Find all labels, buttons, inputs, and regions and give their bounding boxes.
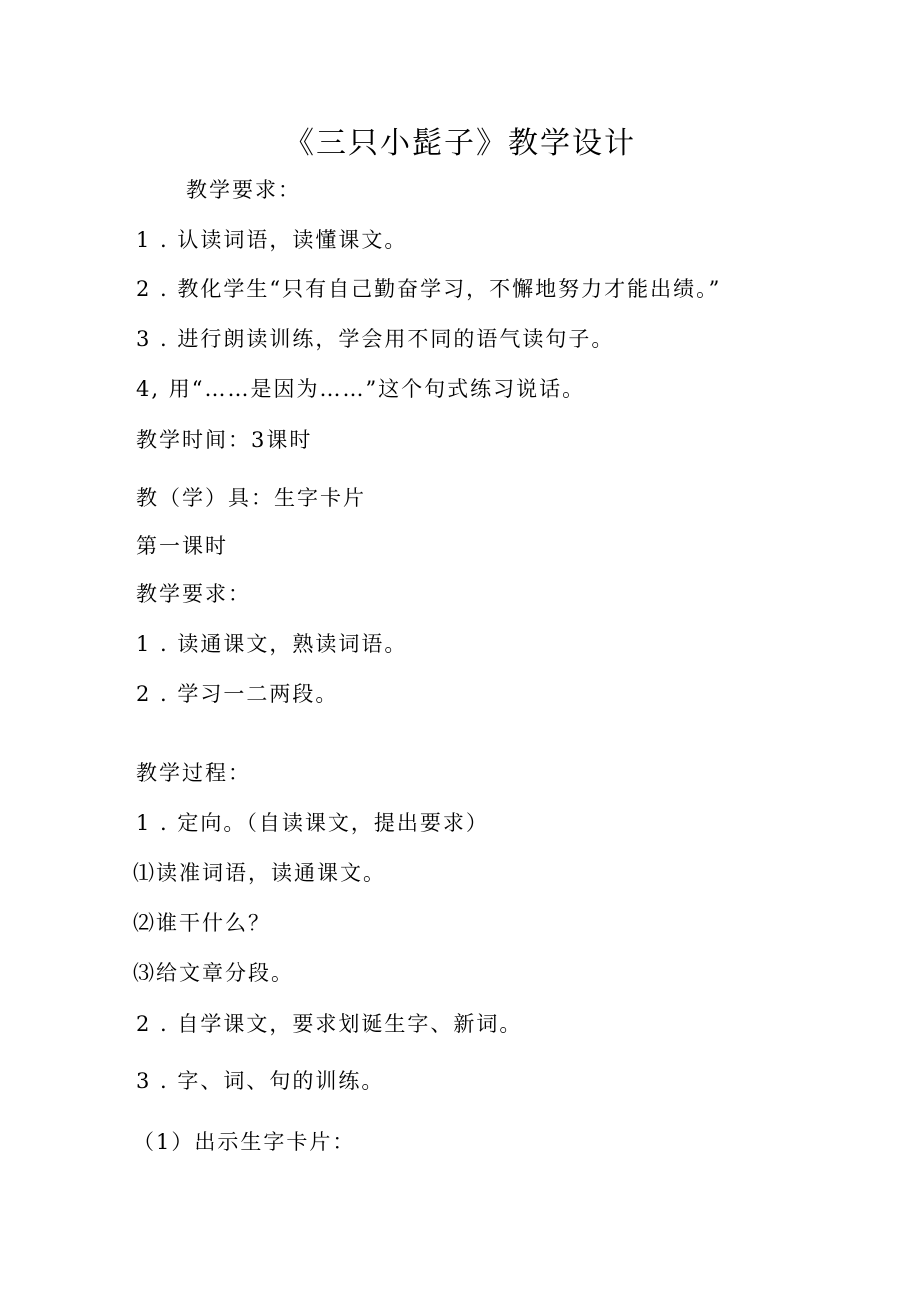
lesson-requirement-item-2: 2 . 学习一二两段。 [136,682,339,706]
requirement-item-3: 3 . 进行朗读训练，学会用不同的语气读句子。 [136,327,615,351]
lesson-requirement-item-1: 1 . 读通课文，熟读词语。 [136,632,408,656]
teaching-time: 教学时间：3课时 [136,428,313,452]
teaching-tools: 教（学）具：生字卡片 [136,486,366,510]
requirement-item-1: 1 . 认读词语，读懂课文。 [136,228,408,252]
requirement-item-4: 4, 用“……是因为……”这个句式练习说话。 [136,377,586,401]
lesson-one-heading: 第一课时 [136,534,228,558]
process-substep-3: ⑶给文章分段。 [133,961,294,985]
document-title: 《三只小髭子》教学设计 [284,126,636,161]
process-step-3: 3 . 字、词、句的训练。 [136,1069,385,1093]
lesson-requirements-heading: 教学要求： [136,582,251,606]
process-heading: 教学过程： [136,761,251,785]
process-substep-2: ⑵谁干什么？ [133,911,271,935]
process-step-2: 2 . 自学课文，要求划诞生字、新词。 [136,1012,523,1036]
process-substep-1: ⑴读准词语，读通课文。 [133,861,386,885]
process-substep-cards: （1）出示生字卡片： [133,1130,356,1154]
requirements-heading: 教学要求： [186,178,301,202]
process-step-1: 1 . 定向。（自读课文，提出要求） [136,811,489,835]
requirement-item-2: 2 . 教化学生“只有自己勤奋学习，不懈地努力才能出绩。” [136,277,722,301]
